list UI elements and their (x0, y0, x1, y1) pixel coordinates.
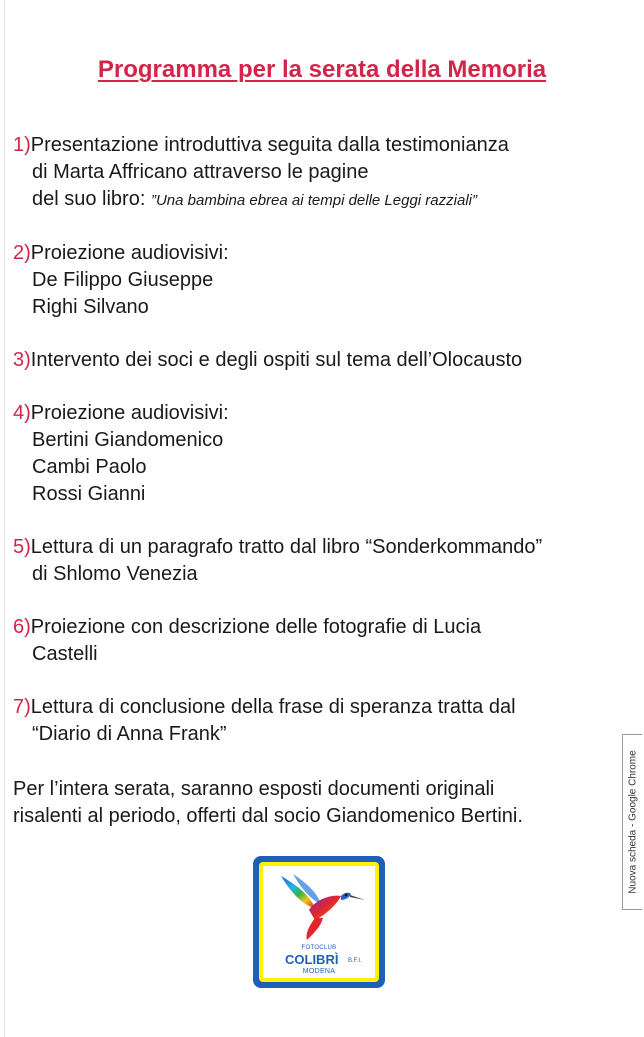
note-line: Per l’intera serata, saranno esposti documenti originali (13, 778, 495, 800)
item-number: 2) (13, 242, 31, 264)
logo-name-text: COLIBRÌ (285, 952, 339, 967)
item-line: “Diario di Anna Frank” (32, 723, 227, 745)
item-line: De Filippo Giuseppe (32, 269, 214, 291)
hummingbird-logo-icon (275, 870, 365, 942)
new-tab-side-button[interactable] (622, 734, 642, 910)
item-number: 4) (13, 402, 31, 424)
logo-yellow-frame (259, 862, 379, 982)
fotoclub-logo (253, 856, 385, 988)
logo-fotoclub-text: FOTOCLUB (301, 945, 337, 951)
program-item-3 (13, 347, 623, 374)
note-line: risalenti al periodo, offerti dal socio Giandomenico Bertini. (13, 805, 523, 827)
new-tab-label: Nuova scheda - Google Chrome (627, 750, 638, 894)
logo-panel (263, 866, 375, 978)
item-text: Intervento dei soci e degli ospiti sul tema dell’Olocausto (30, 349, 523, 371)
item-line: di Shlomo Venezia (32, 563, 198, 585)
item-line: di Marta Affricano attraverso le pagine (32, 161, 369, 183)
item-line: Rossi Gianni (32, 483, 146, 505)
program-item-2 (13, 240, 623, 321)
item-text: Presentazione introduttiva seguita dalla testimonianza (30, 134, 509, 156)
page-title: Programma per la serata della Memoria (97, 56, 547, 83)
program-item-1 (13, 132, 623, 214)
program-item-7 (13, 694, 623, 748)
program-item-4 (13, 400, 623, 508)
item-number: 5) (13, 536, 31, 558)
item-line: Castelli (32, 643, 98, 665)
item-number: 7) (13, 696, 31, 718)
item-text: Lettura di conclusione della frase di speranza tratta dal (30, 696, 516, 718)
item-line: del suo libro: (32, 188, 151, 210)
left-edge-rule (4, 0, 5, 1037)
item-line: Cambi Paolo (32, 456, 147, 478)
program-item-5 (13, 534, 623, 588)
program-list (13, 132, 623, 774)
item-number: 1) (13, 134, 31, 156)
item-number: 3) (13, 349, 31, 371)
item-text: Proiezione con descrizione delle fotografie di Lucia (30, 616, 482, 638)
item-line: Righi Silvano (32, 296, 149, 318)
exhibition-note (13, 776, 623, 830)
item-line: Bertini Giandomenico (32, 429, 224, 451)
item-text: Proiezione audiovisivi: (30, 242, 229, 264)
logo-city-text: MODENA (302, 968, 336, 975)
logo-suffix-text: B.F.I. (348, 958, 362, 964)
book-title: ”Una bambina ebrea ai tempi delle Leggi razziali” (150, 192, 477, 209)
item-text: Proiezione audiovisivi: (30, 402, 229, 424)
item-text: Lettura di un paragrafo tratto dal libro “Sonderkommando” (30, 536, 543, 558)
program-item-6 (13, 614, 623, 668)
item-number: 6) (13, 616, 31, 638)
